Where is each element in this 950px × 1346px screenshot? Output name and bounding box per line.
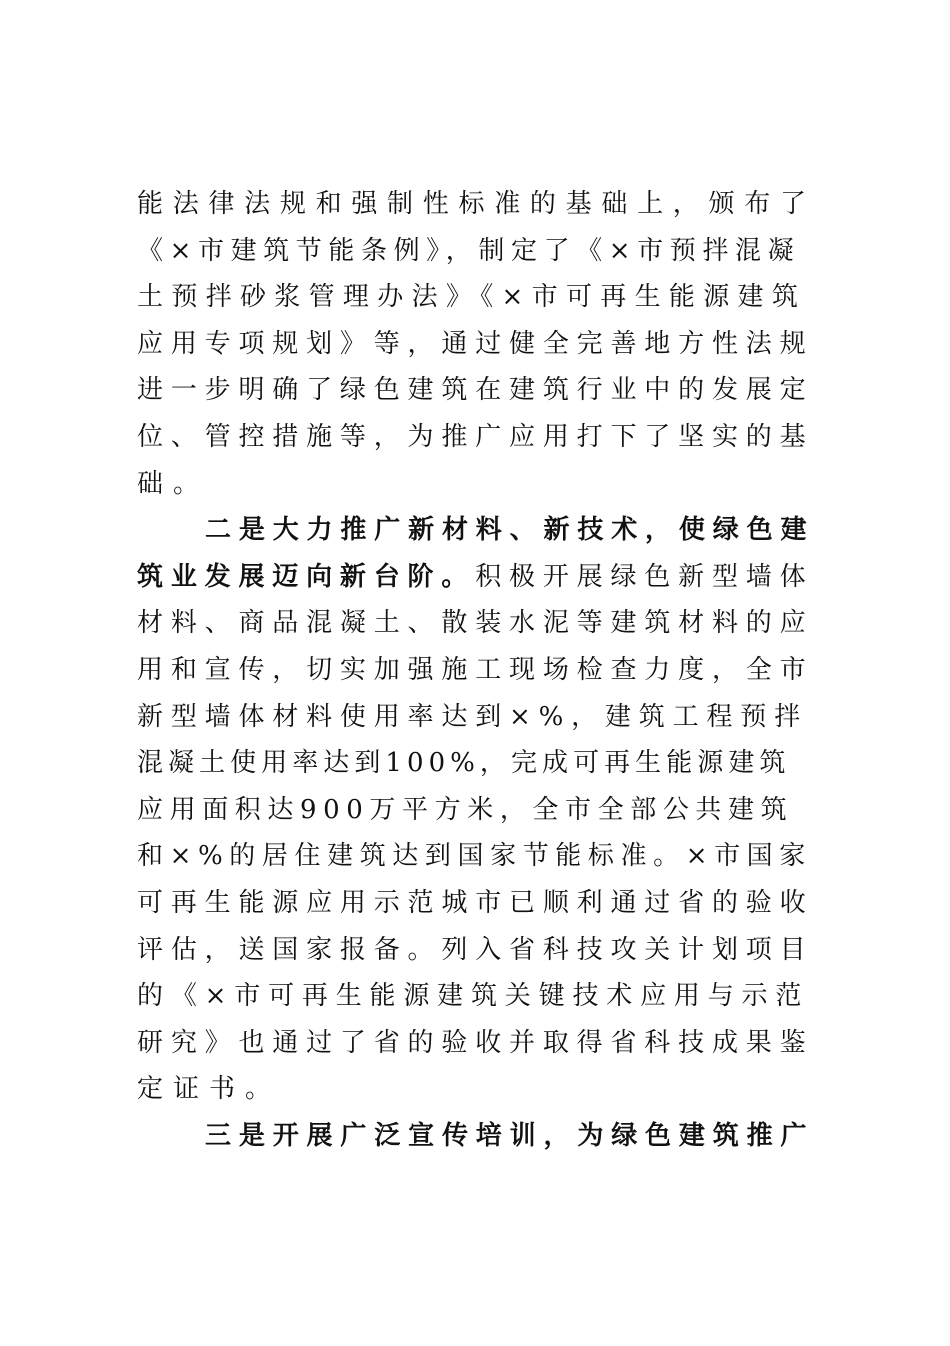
text-run: 土预拌砂浆管理办法》《×市可再生能源建筑 (137, 282, 807, 312)
text-run: 用和宣传，切实加强施工现场检查力度，全市 (137, 655, 814, 685)
bold-text-run: 筑业发展迈向新台阶。 (137, 562, 476, 592)
text-run: 定证书。 (137, 1074, 282, 1104)
text-line (137, 603, 815, 643)
text-line (137, 930, 815, 970)
text-run: 混凝土使用率达到100%，完成可再生能源建筑 (137, 748, 791, 778)
text-line (137, 697, 815, 737)
text-run: 新型墙体材料使用率达到×%，建筑工程预拌 (137, 702, 808, 732)
text-line (137, 231, 815, 271)
text-run: 和×%的居住建筑达到国家节能标准。×市国家 (137, 841, 812, 871)
text-run: 研究》也通过了省的验收并取得省科技成果鉴 (137, 1028, 814, 1058)
text-line (137, 417, 815, 457)
text-line (205, 1116, 815, 1156)
text-line (137, 883, 815, 923)
text-line (137, 976, 815, 1016)
text-line (137, 790, 815, 830)
text-run: 可再生能源应用示范城市已顺利通过省的验收 (137, 888, 814, 918)
text-run: 材料、商品混凝土、散装水泥等建筑材料的应 (137, 608, 814, 638)
text-line (137, 184, 815, 224)
text-line (137, 277, 815, 317)
text-line (205, 510, 815, 550)
text-run: 能法律法规和强制性标准的基础上，颁布了 (137, 189, 816, 219)
text-run: 积极开展绿色新型墙体 (475, 562, 814, 592)
text-line (137, 324, 815, 364)
text-run: 应用面积达900万平方米，全市全部公共建筑 (137, 795, 794, 825)
text-line (137, 650, 815, 690)
text-line (137, 370, 815, 410)
text-line (137, 1069, 815, 1109)
text-run: 《×市建筑节能条例》，制定了《×市预拌混凝 (137, 236, 801, 266)
text-run: 评估，送国家报备。列入省科技攻关计划项目 (137, 935, 814, 965)
text-line (137, 836, 815, 876)
text-line (137, 464, 815, 504)
text-line (137, 557, 815, 597)
text-run: 进一步明确了绿色建筑在建筑行业中的发展定 (137, 375, 814, 405)
text-run: 础。 (137, 469, 210, 499)
text-run: 位、管控措施等，为推广应用打下了坚实的基 (137, 422, 814, 452)
text-line (137, 743, 815, 783)
bold-text-run: 三是开展广泛宣传培训，为绿色建筑推广 (205, 1121, 815, 1151)
text-run: 的《×市可再生能源建筑关键技术应用与示范 (137, 981, 810, 1011)
text-line (137, 1023, 815, 1063)
text-run: 应用专项规划》等，通过健全完善地方性法规 (137, 329, 814, 359)
bold-text-run: 二是大力推广新材料、新技术，使绿色建 (205, 515, 815, 545)
